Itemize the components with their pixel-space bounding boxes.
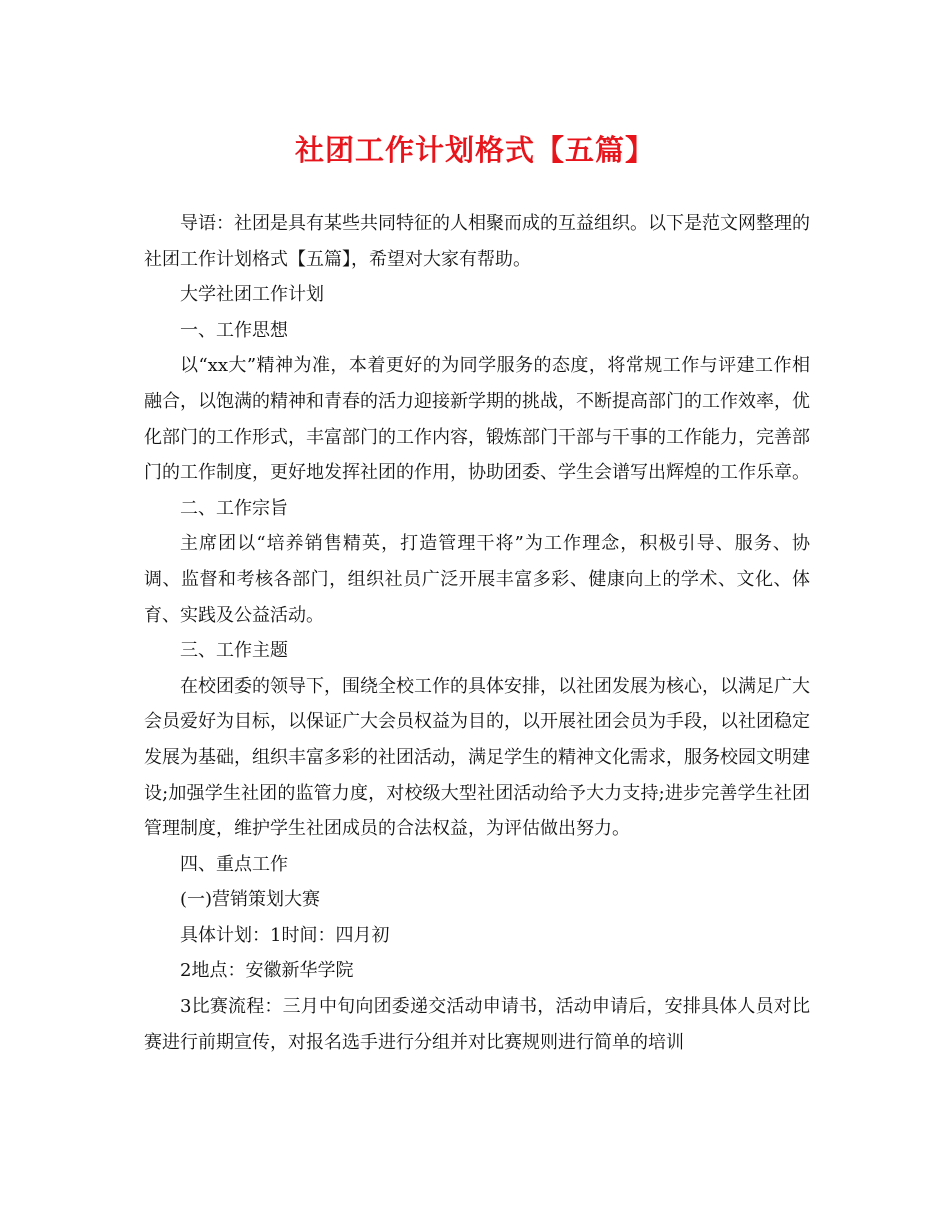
body-paragraph: 在校团委的领导下，围绕全校工作的具体安排，以社团发展为核心，以满足广大会员爱好为目标，以保证广大会员权益为目的，以开展社团会员为手段，以社团稳定发展为基础，组织丰富多彩的社团活动，满足学生的精神文化需求，服务校园文明建设;加强学生社团的监管力度，对校级大型社团活动给予大力支持;进步完善学生社团管理制度，维护学生社团成员的合法权益，为评估做出努力。	[144, 675, 810, 840]
subsection-heading: (一)营销策划大赛	[180, 889, 321, 911]
section-heading: 三、工作主题	[180, 640, 288, 662]
body-paragraph: 具体计划：1时间：四月初	[180, 924, 390, 946]
intro-paragraph: 导语：社团是具有某些共同特征的人相聚而成的互益组织。以下是范文网整理的社团工作计划格式【五篇】，希望对大家有帮助。	[144, 213, 810, 270]
section-heading: 一、工作思想	[180, 319, 288, 341]
section-heading: 二、工作宗旨	[180, 497, 288, 519]
body-paragraph: 2地点：安徽新华学院	[180, 960, 354, 982]
section-heading: 大学社团工作计划	[180, 284, 324, 306]
body-paragraph: 主席团以“培养销售精英，打造管理干将”为工作理念，积极引导、服务、协调、监督和考核各部门，组织社员广泛开展丰富多彩、健康向上的学术、文化、体育、实践及公益活动。	[144, 533, 810, 626]
section-heading: 四、重点工作	[180, 853, 288, 875]
body-paragraph: 以“xx大”精神为准，本着更好的为同学服务的态度，将常规工作与评建工作相融合，以饱满的精神和青春的活力迎接新学期的挑战，不断提高部门的工作效率，优化部门的工作形式，丰富部门的工作内容，锻炼部门干部与干事的工作能力，完善部门的工作制度，更好地发挥社团的作用，协助团委、学生会谱写出辉煌的工作乐章。	[144, 355, 810, 484]
document-body	[144, 206, 810, 1060]
document-title: 社团工作计划格式【五篇】	[294, 133, 655, 167]
body-paragraph: 3比赛流程：三月中旬向团委递交活动申请书，活动申请后，安排具体人员对比赛进行前期宣传，对报名选手进行分组并对比赛规则进行简单的培训	[144, 996, 810, 1053]
